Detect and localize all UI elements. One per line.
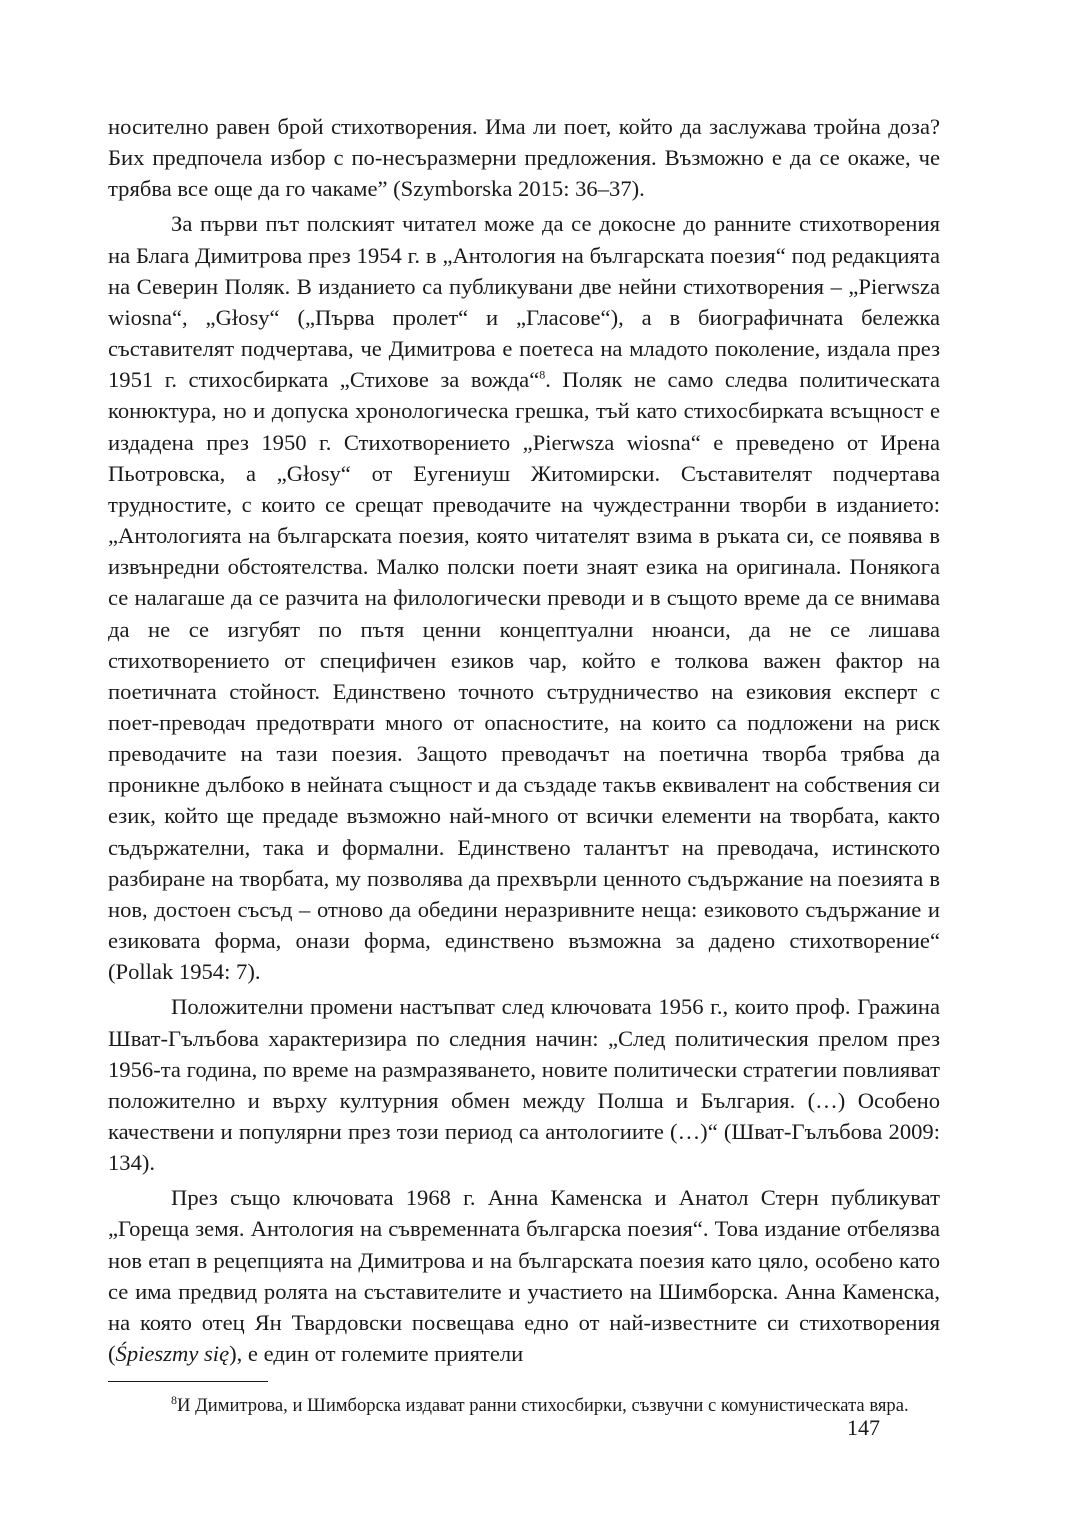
text-run: носително равен брой стихотворения. Има ли поет, който да заслужава тройна доза? Бих предпочела избор с по-несъразмерни предложения. Възможно е да се окаже, че трябва все още да го чакаме” (Szymborska 2015: 36–37). [108,114,940,202]
paragraph [108,991,940,1178]
footnote-marker: 8 [171,1393,177,1408]
text-run: ), е един от големите приятели [229,1341,524,1367]
page-body [108,111,940,1419]
main-text [108,111,940,1369]
paragraph [108,1182,940,1369]
footnote-separator [108,1381,268,1382]
footnote-text: И Димитрова, и Шимборска издават ранни стихосбирки, съзвучни с комунистическата вяра. [177,1395,909,1417]
text-run: . Поляк не само следва политическата конюктура, но и допуска хронологическа грешка, тъй като стихосбирката всъщност е издадена през 1950 г. Стихотворението „Pierwsza wiosna“ е преведено от Ирена Пьотровска, а „Głosy“ от Еугениуш Житомирски. Съставителят подчертава трудностите, с които се срещат преводачите на чуждестранни творби в изданието: „Антологията на българската поезия, която читателят взима в ръката си, се появява в извънредни обстоятелства. Малко полски поети знаят езика на оригинала. Понякога се налагаше да се разчита на филологически преводи и в същото време да се внимава да не се изгубят по пътя ценни концептуални нюанси, да не се лишава стихотворението от специфичен езиков чар, който е толкова важен фактор на поетичната стойност. Единствено точното сътрудничество на езиковия експерт с поет-преводач предотврати много от опасностите, на които са подложени на риск преводачите на тази поезия. Защото преводачът на поетична творба трябва да проникне дълбоко в нейната същност и да създаде такъв еквивалент на собствения си език, който ще предаде възможно най-много от всички елементи на творбата, както съдържателни, така и формални. Единствено талантът на преводача, истинското разбиране на творбата, му позволява да прехвърли ценното съдържание на поезията в нов, достоен съсъд – отново да обедини неразривните неща: езиковото съдържание и езиковата форма, онази форма, единствено възможна за дадено стихотворение“ (Pollak 1954: 7). [108,367,940,985]
footnote-reference: 8 [539,367,546,382]
text-run: За първи път полският читател може да се докосне до ранните стихотворения на Блага Димитрова през 1954 г. в „Антология на българската поезия“ под редакцията на Северин Поляк. В изданието са публикувани две нейни стихотворения – „Pierwsza wiosna“, „Głosy“ („Първа пролет“ и „Гласове“), а в биографичната бележка съставителят подчертава, че Димитрова е поетеса на младото поколение, издала през 1951 г. стихосбирката „Стихове за вожда“ [108,211,940,393]
page-number: 147 [847,1415,880,1440]
paragraph [108,111,940,204]
text-run: Положителни промени настъпват след ключовата 1956 г., които проф. Гражина Шват-Гълъбова характеризира по следния начин: „След политическия прелом през 1956-та година, по време на размразяването, новите политически стратегии повлияват положително и върху културния обмен между Полша и България. (…) Особено качествени и популярни през този период са антологиите (…)“ (Шват-Гълъбова 2009: 134). [108,994,940,1176]
paragraph [108,208,940,987]
text-run: През също ключовата 1968 г. Анна Каменска и Анатол Стерн публикуват „Гореща земя. Антология на съвременната българска поезия“. Това издание отбелязва нов етап в рецепцията на Димитрова и на българската поезия като цяло, особено като се има предвид ролята на съставителите и участието на Шимборска. Анна Каменска, на която отец Ян Твардовски посвещава едно от най-известните си стихотворения ( [108,1185,940,1367]
italic-title: Śpieszmy się [115,1341,230,1367]
